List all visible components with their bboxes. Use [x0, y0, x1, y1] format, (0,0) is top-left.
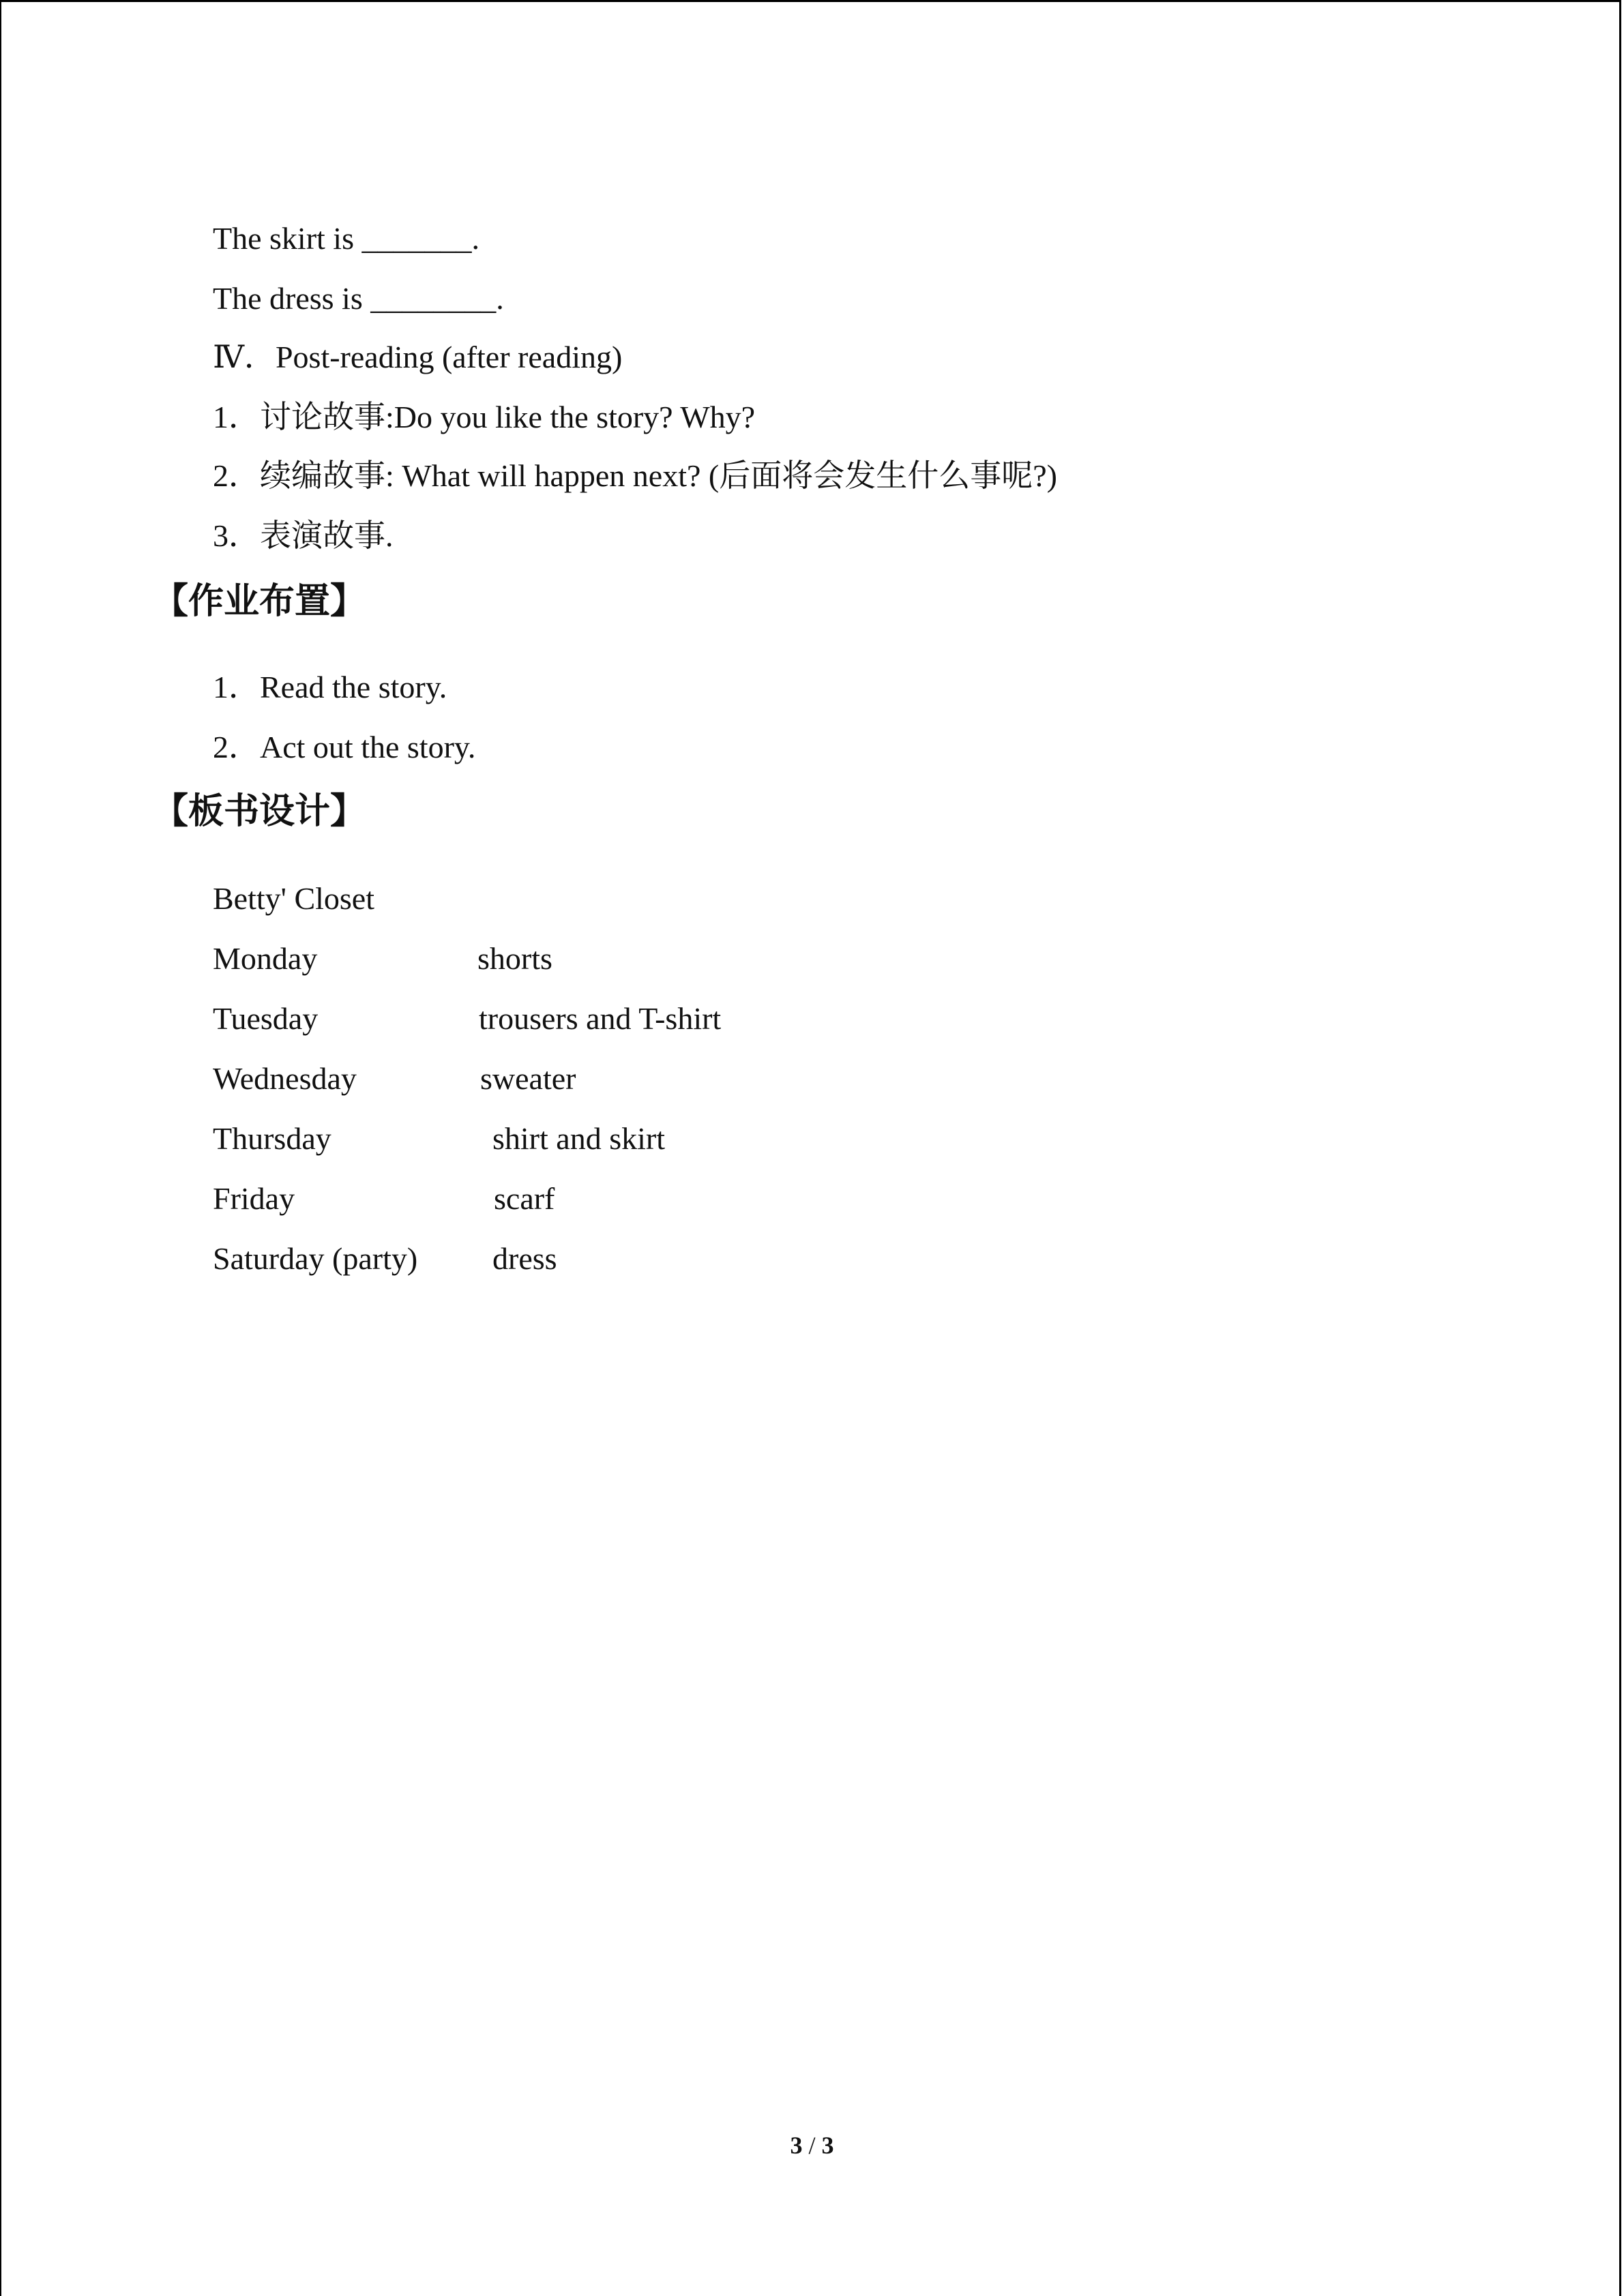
board-row-item: trousers and T-shirt — [479, 1001, 722, 1036]
skirt-blank-line: The skirt is _______. — [213, 221, 479, 256]
board-design-title: Betty' Closet — [213, 881, 375, 916]
board-row-day: Friday — [213, 1181, 295, 1216]
board-row-item: scarf — [494, 1181, 555, 1216]
dress-blank-line: The dress is ________. — [213, 281, 504, 316]
post-reading-item-2: 2．续编故事: What will happen next? (后面将会发生什么事呢?) — [213, 458, 1057, 493]
post-reading-item-1: 1．讨论故事:Do you like the story? Why? — [213, 400, 756, 434]
post-reading-item-3: 3．表演故事. — [213, 518, 394, 553]
page-total: 3 — [821, 2132, 834, 2159]
board-row-day: Tuesday — [213, 1001, 319, 1036]
homework-item-1: 1．Read the story. — [213, 670, 447, 704]
board-row-day: Wednesday — [213, 1061, 357, 1096]
board-row-item: shirt and skirt — [492, 1121, 665, 1156]
page-number — [0, 2130, 1624, 2160]
page-current: 3 — [790, 2132, 803, 2159]
board-design-heading: 【板书设计】 — [153, 791, 366, 832]
board-row-day: Saturday (party) — [213, 1241, 418, 1276]
post-reading-title: Ⅳ．Post-reading (after reading) — [213, 340, 623, 374]
homework-item-2: 2．Act out the story. — [213, 730, 476, 764]
board-row-item: shorts — [477, 941, 552, 976]
homework-heading: 【作业布置】 — [153, 581, 366, 622]
board-row-day: Thursday — [213, 1121, 331, 1156]
board-row-item: sweater — [480, 1061, 576, 1096]
board-row-item: dress — [492, 1241, 557, 1276]
page-separator: / — [802, 2132, 822, 2159]
board-row-day: Monday — [213, 941, 318, 976]
